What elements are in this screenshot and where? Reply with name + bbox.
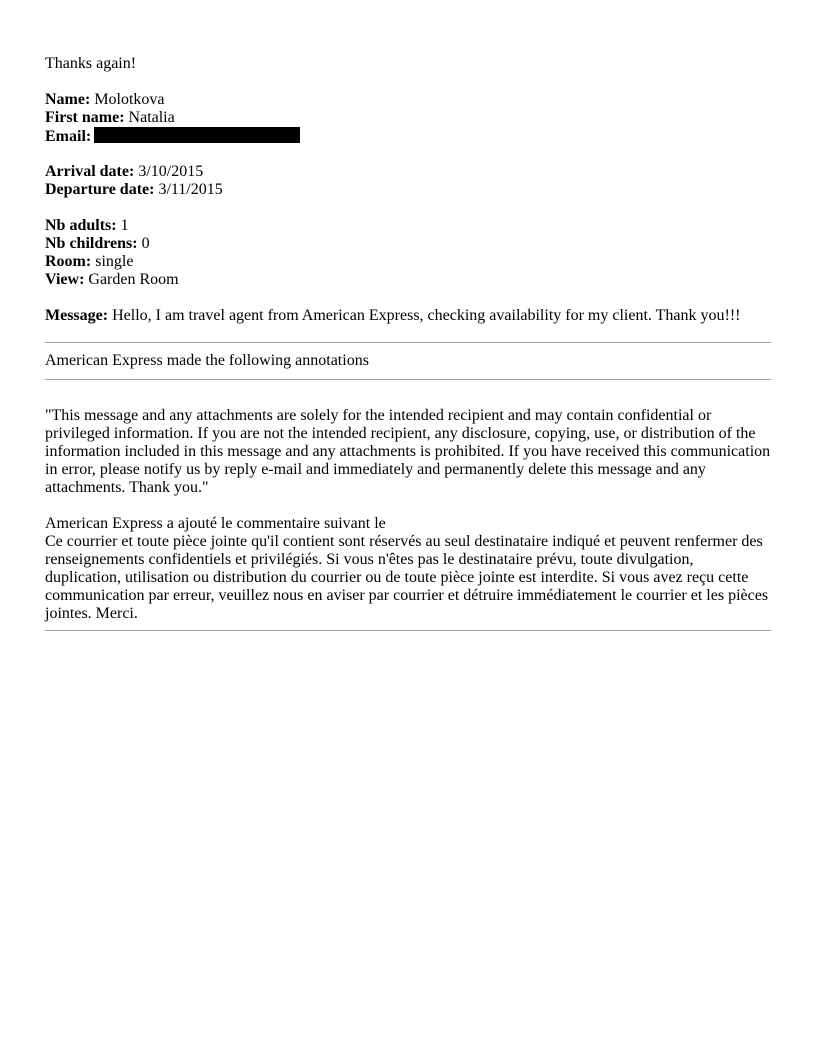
room-value: single xyxy=(95,253,134,270)
first-name-row xyxy=(45,109,771,127)
departure-value: 3/11/2015 xyxy=(158,181,223,198)
adults-label: Nb adults: xyxy=(45,217,117,234)
annotation-header: American Express made the following annotations xyxy=(45,352,369,369)
arrival-row xyxy=(45,163,771,181)
disclaimer-french: Ce courrier et toute pièce jointe qu'il contient sont réservés au seul destinataire indiqué et peuvent renfermer des renseignements confidentiels et privilégiés. Si vous n'êtes pas le destinataire prévu, toute divulgation, duplication, utilisation ou distribution du courrier ou de toute pièce jointe est interdite. Si vous avez reçu cette communication par erreur, veuillez nous en aviser par courrier et détruire immédiatement le courrier et les pièces jointes. Merci. xyxy=(45,533,769,622)
name-value: Molotkova xyxy=(94,91,165,108)
first-name-value: Natalia xyxy=(128,109,175,126)
annotation-header-french: American Express a ajouté le commentaire suivant le xyxy=(45,515,386,532)
disclaimer-english: "This message and any attachments are solely for the intended recipient and may contain confidential or privileged information. If you are not the intended recipient, any disclosure, copying, use, or distribution of the information included in this message and any attachments is prohibited. If you have received this communication in error, please notify us by reply e-mail and immediately and permanently delete this message and any attachments. Thank you." xyxy=(45,407,771,496)
email-redaction xyxy=(94,127,300,143)
greeting: Thanks again! xyxy=(45,55,137,72)
children-label: Nb childrens: xyxy=(45,235,138,252)
name-row xyxy=(45,91,771,109)
departure-label: Departure date: xyxy=(45,181,155,198)
room-label: Room: xyxy=(45,253,92,270)
message-row xyxy=(45,307,771,325)
view-label: View: xyxy=(45,271,85,288)
view-row xyxy=(45,271,771,289)
email-label: Email: xyxy=(45,128,92,145)
email-row xyxy=(45,127,771,145)
room-row xyxy=(45,253,771,271)
arrival-value: 3/10/2015 xyxy=(138,163,204,180)
children-row xyxy=(45,235,771,253)
view-value: Garden Room xyxy=(88,271,179,288)
arrival-label: Arrival date: xyxy=(45,163,135,180)
email-body xyxy=(45,55,771,631)
message-label: Message: xyxy=(45,307,109,324)
departure-row xyxy=(45,181,771,199)
adults-value: 1 xyxy=(120,217,129,234)
divider-bottom xyxy=(45,630,771,631)
adults-row xyxy=(45,217,771,235)
message-text: Hello, I am travel agent from American Express, checking availability for my client. Thank you!!! xyxy=(112,307,741,324)
first-name-label: First name: xyxy=(45,109,125,126)
children-value: 0 xyxy=(141,235,150,252)
name-label: Name: xyxy=(45,91,91,108)
